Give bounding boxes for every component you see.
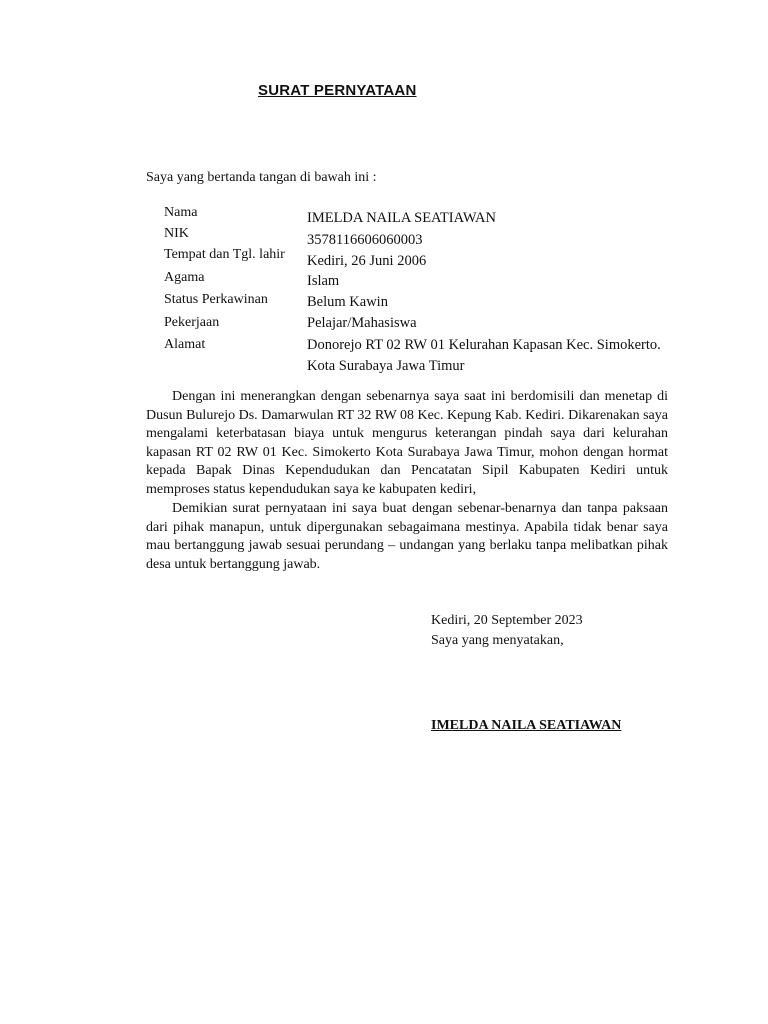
field-label-status-perkawinan: Status Perkawinan <box>164 292 268 307</box>
field-label-agama: Agama <box>164 270 205 285</box>
place-date: Kediri, 20 September 2023 <box>431 613 583 628</box>
field-value-alamat: Donorejo RT 02 RW 01 Kelurahan Kapasan Kec. Simokerto. <box>307 337 661 353</box>
field-value-status-perkawinan: Belum Kawin <box>307 294 388 310</box>
document-title: SURAT PERNYATAAN <box>258 82 417 99</box>
field-value-nik: 3578116606060003 <box>307 232 423 248</box>
paragraph-domicile: Dengan ini menerangkan dengan sebenarnya saya saat ini berdomisili dan menetap di Dusun Bulurejo Ds. Damarwulan RT 32 RW 08 Kec. Kepung Kab. Kediri. Dikarenakan saya mengalami keterbatasan biaya untuk mengurus keterangan pindah saya dari kelurahan kapasan RT 02 RW 01 Kec. Simokerto Kota Surabaya Jawa Timur, mohon dengan hormat kepada Bapak Dinas Kependudukan dan Pencatatan Sipil Kabupaten Kediri untuk memproses status kependudukan saya ke kabupaten kediri, <box>146 389 668 497</box>
field-label-tempat-tgl-lahir: Tempat dan Tgl. lahir <box>164 247 285 262</box>
field-label-nama: Nama <box>164 205 198 220</box>
field-value-nama: IMELDA NAILA SEATIAWAN <box>307 210 496 226</box>
paragraph-closing-statement: Demikian surat pernyataan ini saya buat dengan sebenar-benarnya dan tanpa paksaan dari pihak manapun, untuk dipergunakan sebagaimana mestinya. Apabila tidak benar saya mau bertanggung jawab sesuai perundang – undangan yang berlaku tanpa melibatkan pihak desa untuk bertanggung jawab. <box>146 501 668 572</box>
field-value-pekerjaan: Pelajar/Mahasiswa <box>307 315 417 331</box>
field-value-tempat-tgl-lahir: Kediri, 26 Juni 2006 <box>307 253 427 269</box>
field-value-agama: Islam <box>307 273 340 289</box>
intro-text: Saya yang bertanda tangan di bawah ini : <box>146 170 377 185</box>
statement-line: Saya yang menyatakan, <box>431 633 564 648</box>
signer-name: IMELDA NAILA SEATIAWAN <box>431 718 622 733</box>
field-label-nik: NIK <box>164 226 189 241</box>
field-label-pekerjaan: Pekerjaan <box>164 315 220 330</box>
field-value-alamat-line2: Kota Surabaya Jawa Timur <box>307 358 465 374</box>
field-label-alamat: Alamat <box>164 337 206 352</box>
